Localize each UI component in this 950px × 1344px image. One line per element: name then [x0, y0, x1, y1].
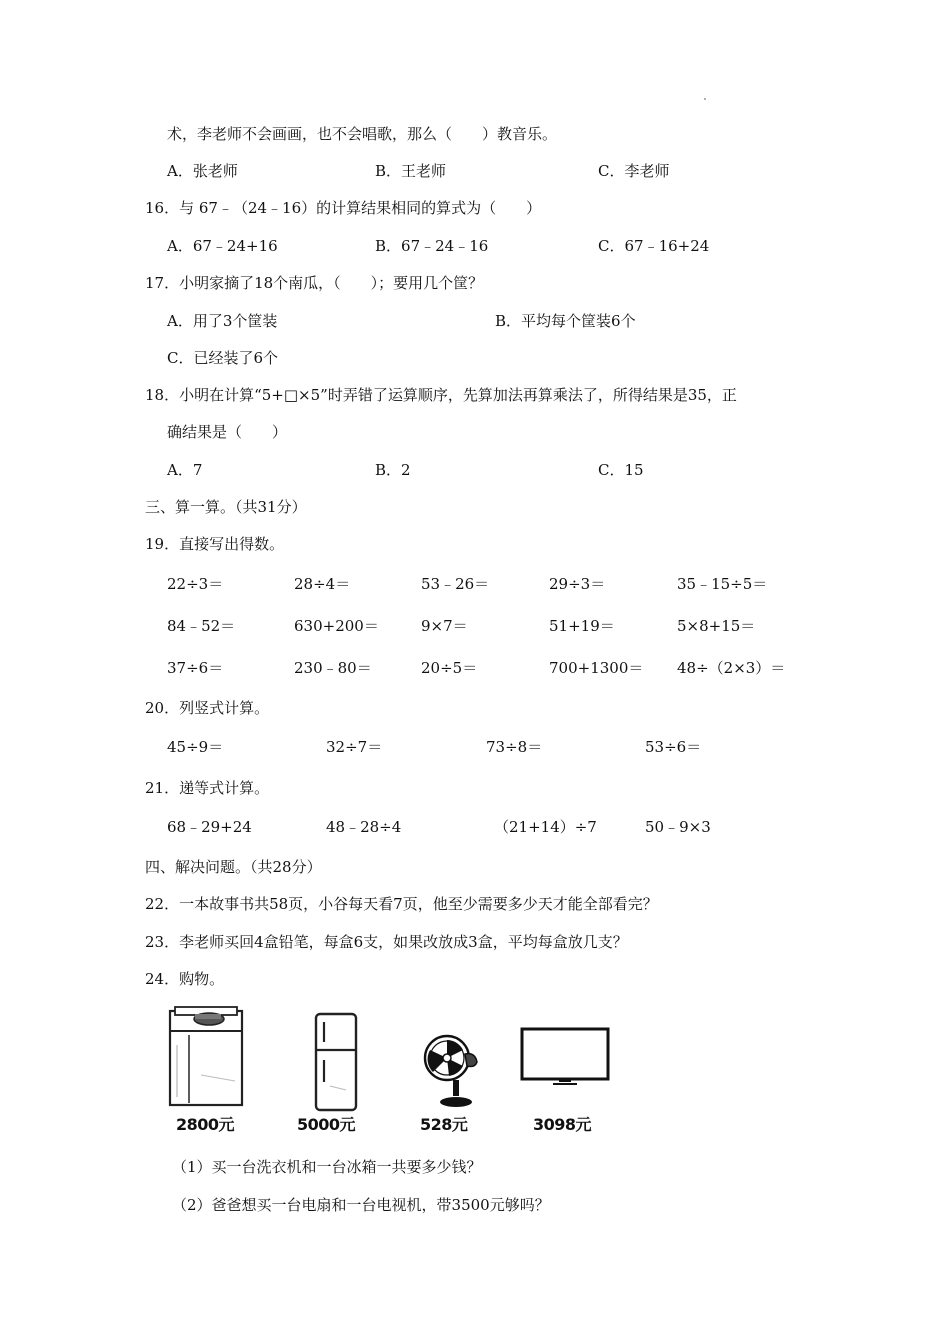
q19-cell: 9×7＝ [421, 617, 468, 635]
q24-sub1: （1）买一台洗衣机和一台冰箱一共要多少钱？ [172, 1158, 482, 1176]
q23-text: 23．李老师买回4盒铅笔，每盒6支，如果改放成3盒，平均每盒放几支？ [145, 933, 628, 951]
q19-cell: 28÷4＝ [294, 575, 351, 593]
q21-item: （21+14）÷7 [494, 818, 597, 836]
q15-option-b: B．王老师 [375, 162, 447, 180]
q15-option-c: C．李老师 [598, 162, 670, 180]
price-label: 2800元 [176, 1115, 235, 1134]
q20-item: 32÷7＝ [326, 738, 383, 756]
television-icon [519, 1025, 611, 1089]
q17-text: 17．小明家摘了18个南瓜，（ ）；要用几个筐？ [145, 274, 484, 292]
q19-cell: 35﹣15÷5＝ [677, 575, 768, 593]
section4-title: 四、解决问题。（共28分） [145, 858, 322, 876]
q19-cell: 230﹣80＝ [294, 659, 372, 677]
q24-sub2: （2）爸爸想买一台电扇和一台电视机，带3500元够吗？ [172, 1196, 550, 1214]
q20-text: 20．列竖式计算。 [145, 699, 270, 717]
q18-option-b: B．2 [375, 461, 411, 479]
q19-cell: 20÷5＝ [421, 659, 478, 677]
q19-text: 19．直接写出得数。 [145, 535, 285, 553]
q17-option-a: A．用了3个筐装 [167, 312, 278, 330]
q19-cell: 51+19＝ [549, 617, 615, 635]
price-label: 528元 [420, 1115, 468, 1134]
q16-text: 16．与 67﹣（24﹣16）的计算结果相同的算式为（ ） [145, 199, 542, 217]
q22-text: 22．一本故事书共58页，小谷每天看7页，他至少需要多少天才能全部看完？ [145, 895, 658, 913]
q19-cell: 22÷3＝ [167, 575, 224, 593]
refrigerator-icon [310, 1010, 362, 1114]
q16-option-a: A．67﹣24+16 [167, 237, 278, 255]
q21-text: 21．递等式计算。 [145, 779, 270, 797]
q16-option-c: C．67﹣16+24 [598, 237, 710, 255]
q17-option-c: C．已经装了6个 [167, 349, 279, 367]
q19-cell: 37÷6＝ [167, 659, 224, 677]
q21-item: 50﹣9×3 [645, 818, 711, 836]
q18-option-c: C．15 [598, 461, 644, 479]
q20-item: 45÷9＝ [167, 738, 224, 756]
price-label: 3098元 [533, 1115, 592, 1134]
q19-cell: 700+1300＝ [549, 659, 644, 677]
q16-option-b: B．67﹣24﹣16 [375, 237, 489, 255]
q15-text: 术，李老师不会画画，也不会唱歌，那么（ ）教音乐。 [167, 125, 558, 143]
q19-cell: 84﹣52＝ [167, 617, 236, 635]
price-label: 5000元 [297, 1115, 356, 1134]
q20-item: 73÷8＝ [486, 738, 543, 756]
q19-cell: 29÷3＝ [549, 575, 606, 593]
section3-title: 三、算一算。（共31分） [145, 498, 307, 516]
q19-cell: 53﹣26＝ [421, 575, 490, 593]
q19-cell: 630+200＝ [294, 617, 379, 635]
scan-speck [704, 98, 706, 100]
q15-option-a: A．张老师 [167, 162, 238, 180]
q17-option-b: B．平均每个筐装6个 [495, 312, 636, 330]
q21-item: 48﹣28÷4 [326, 818, 402, 836]
q20-item: 53÷6＝ [645, 738, 702, 756]
electric-fan-icon [417, 1028, 487, 1110]
q19-cell: 5×8+15＝ [677, 617, 756, 635]
q18-option-a: A．7 [167, 461, 203, 479]
q24-text: 24．购物。 [145, 970, 225, 988]
q18-text-line1: 18．小明在计算“5+□×5”时弄错了运算顺序，先算加法再算乘法了，所得结果是35，正 [145, 386, 737, 404]
q18-text-line2: 确结果是（ ） [167, 423, 288, 441]
washing-machine-icon [165, 1005, 247, 1109]
q21-item: 68﹣29+24 [167, 818, 252, 836]
q19-cell: 48÷（2×3）＝ [677, 659, 786, 677]
